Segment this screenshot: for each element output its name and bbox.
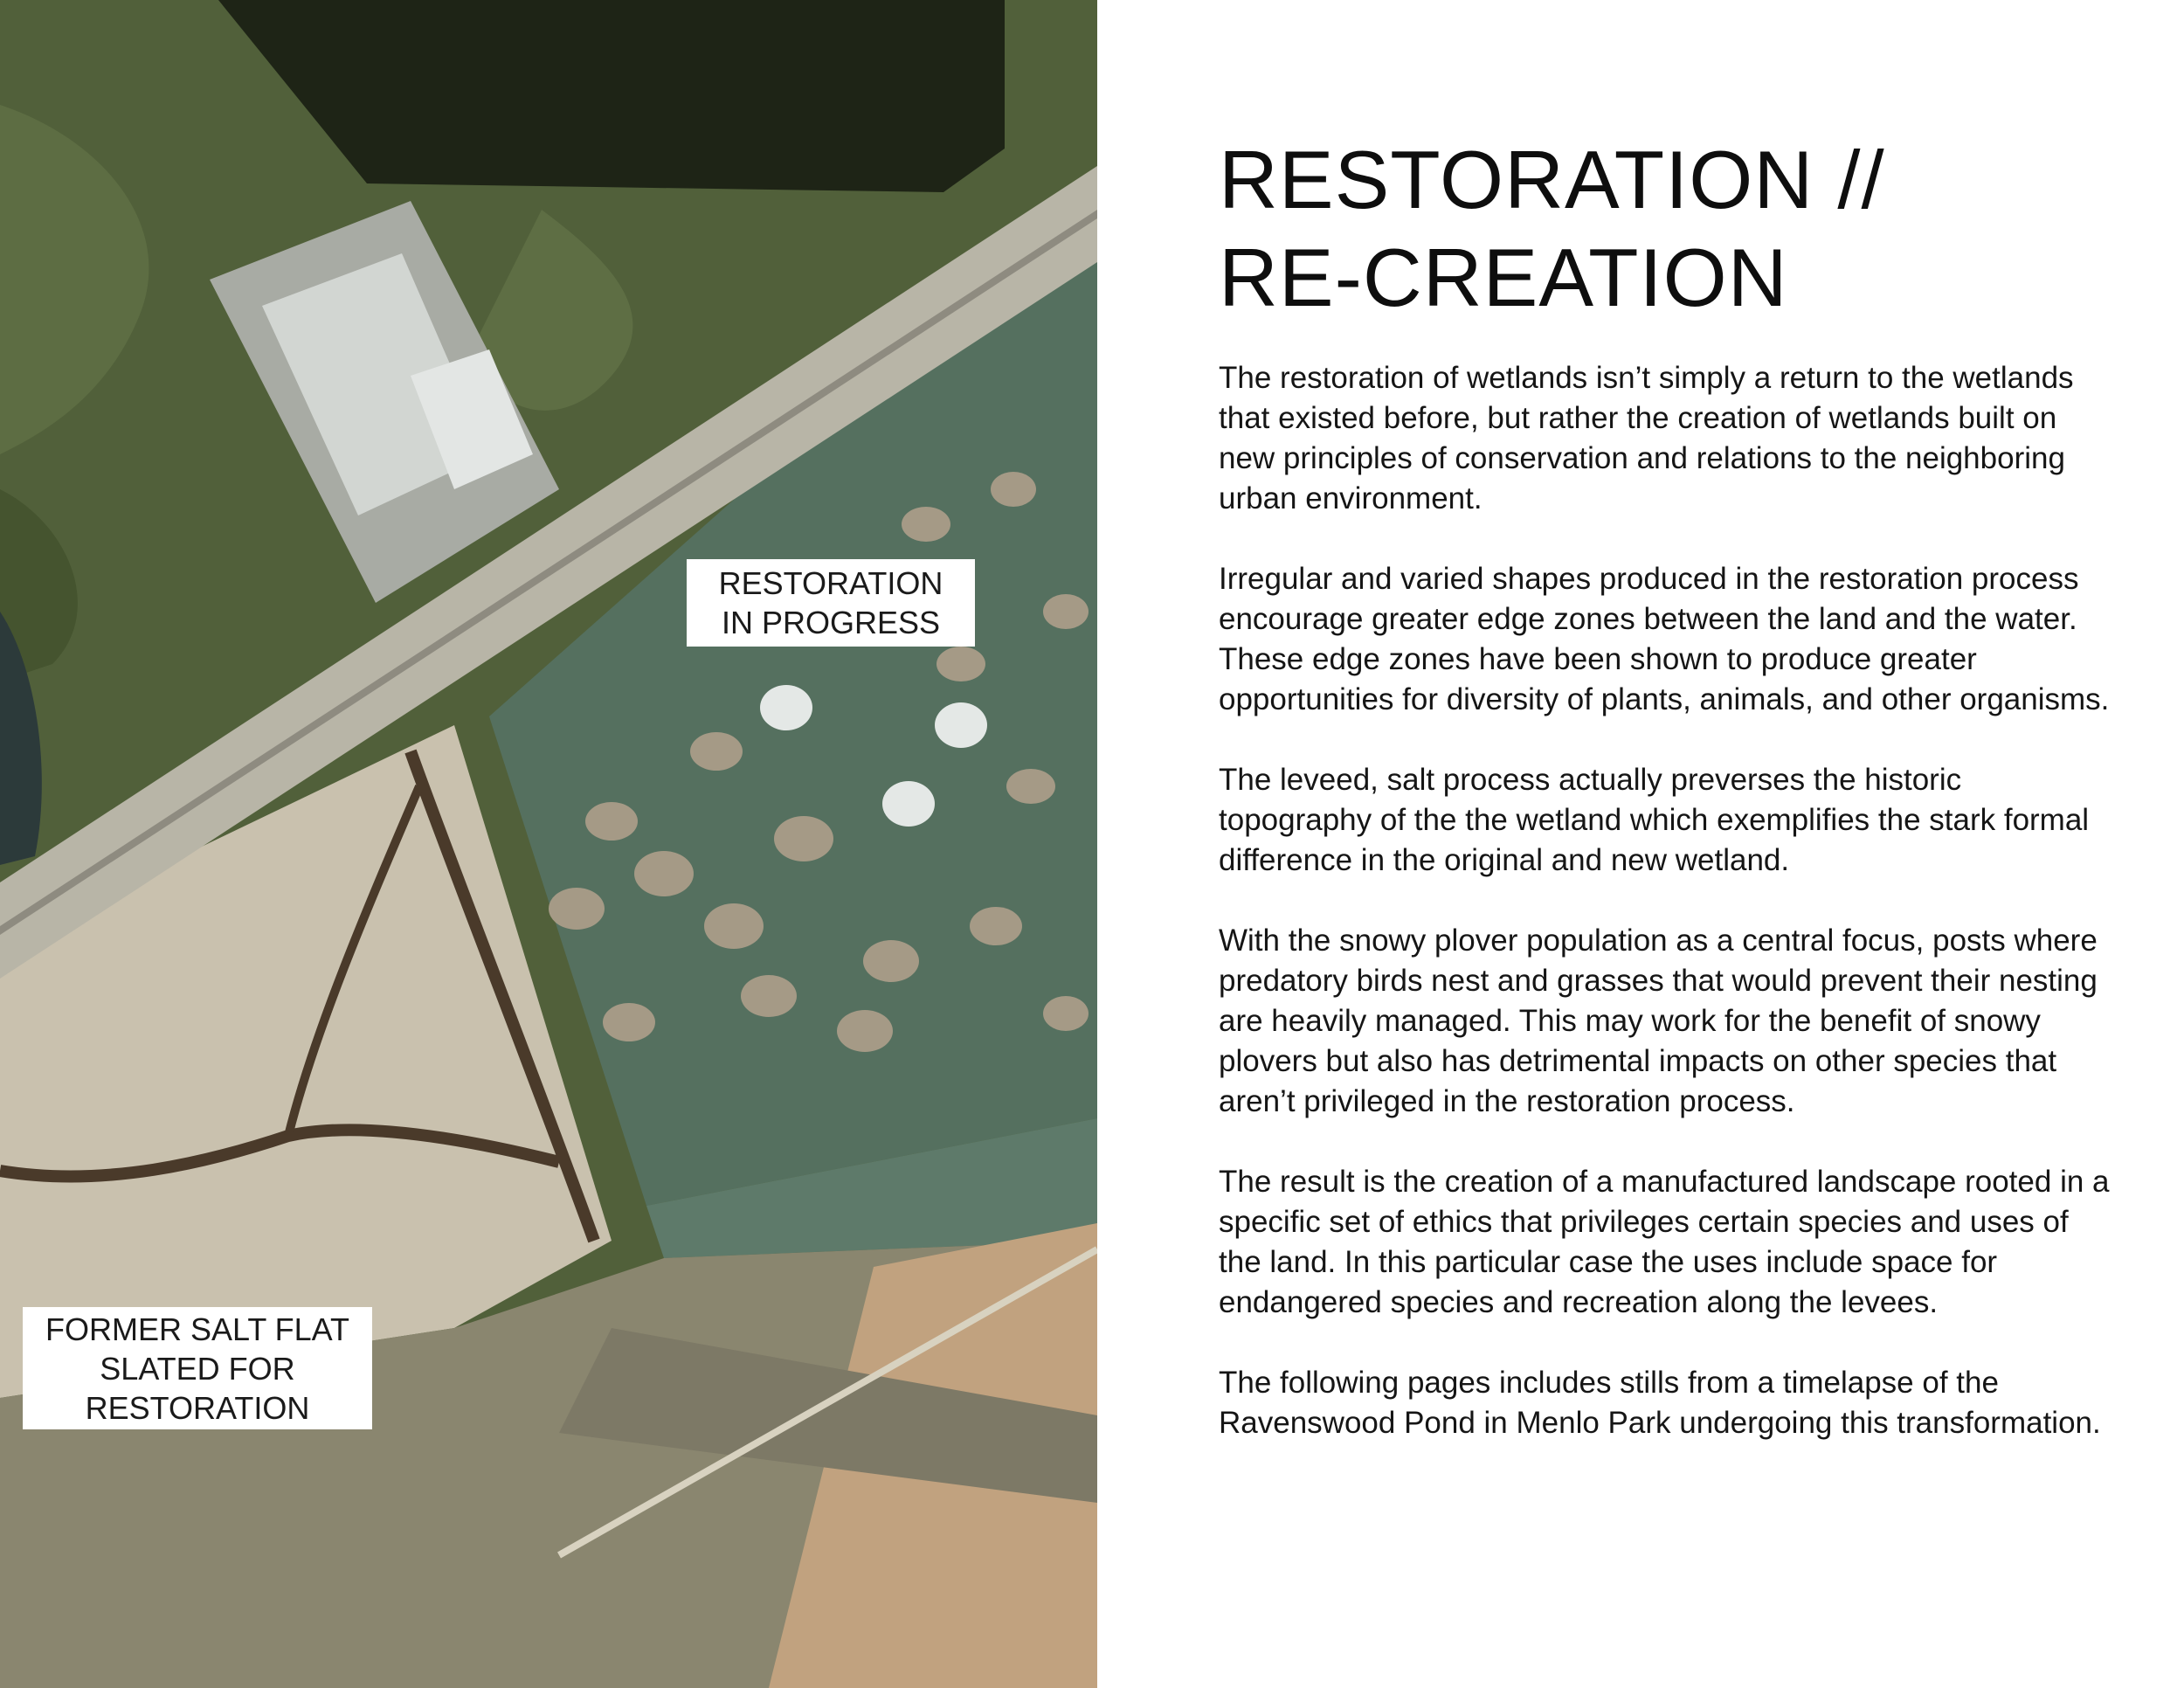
paragraph: The following pages includes stills from a timelapse of the Ravenswood Pond in Menlo Park undergoing this transformation. bbox=[1219, 1366, 2101, 1440]
body-text bbox=[1219, 358, 2110, 1443]
callout-former-salt-flat bbox=[23, 1307, 372, 1429]
callout-restoration-in-progress-text: RESTORATION IN PROGRESS bbox=[718, 565, 943, 640]
callout-former-salt-flat-text: FORMER SALT FLAT SLATED FOR RESTORATION bbox=[45, 1311, 350, 1426]
text-column bbox=[1219, 131, 2110, 1484]
paragraph: The leveed, salt process actually preverses the historic topography of the the wetland which exemplifies the stark formal difference in the original and new wetland. bbox=[1219, 763, 2090, 877]
page-title bbox=[1219, 131, 2110, 327]
page-title-line-2: RE-CREATION bbox=[1219, 232, 1788, 323]
page-title-line-1: RESTORATION // bbox=[1219, 134, 1885, 225]
callout-restoration-in-progress bbox=[687, 559, 975, 647]
paragraph: Irregular and varied shapes produced in the restoration process encourage greater edge zones between the land and the water. These edge zones have been shown to produce greater opportunities for diversity of plants, animals, and other organisms. bbox=[1219, 562, 2110, 716]
paragraph: With the snowy plover population as a central focus, posts where predatory birds nest and grasses that would prevent their nesting are heavily managed. This may work for the benefit of snowy plovers but also has detrimental impacts on other species that aren’t privileged in the restoration process. bbox=[1219, 924, 2098, 1118]
paragraph: The restoration of wetlands isn’t simply a return to the wetlands that existed before, but rather the creation of wetlands built on new principles of conservation and relations to the neighboring urban environment. bbox=[1219, 361, 2074, 515]
paragraph: The result is the creation of a manufactured landscape rooted in a specific set of ethics that privileges certain species and uses of the land. In this particular case the uses include space for endangered species and recreation along the levees. bbox=[1219, 1165, 2110, 1319]
